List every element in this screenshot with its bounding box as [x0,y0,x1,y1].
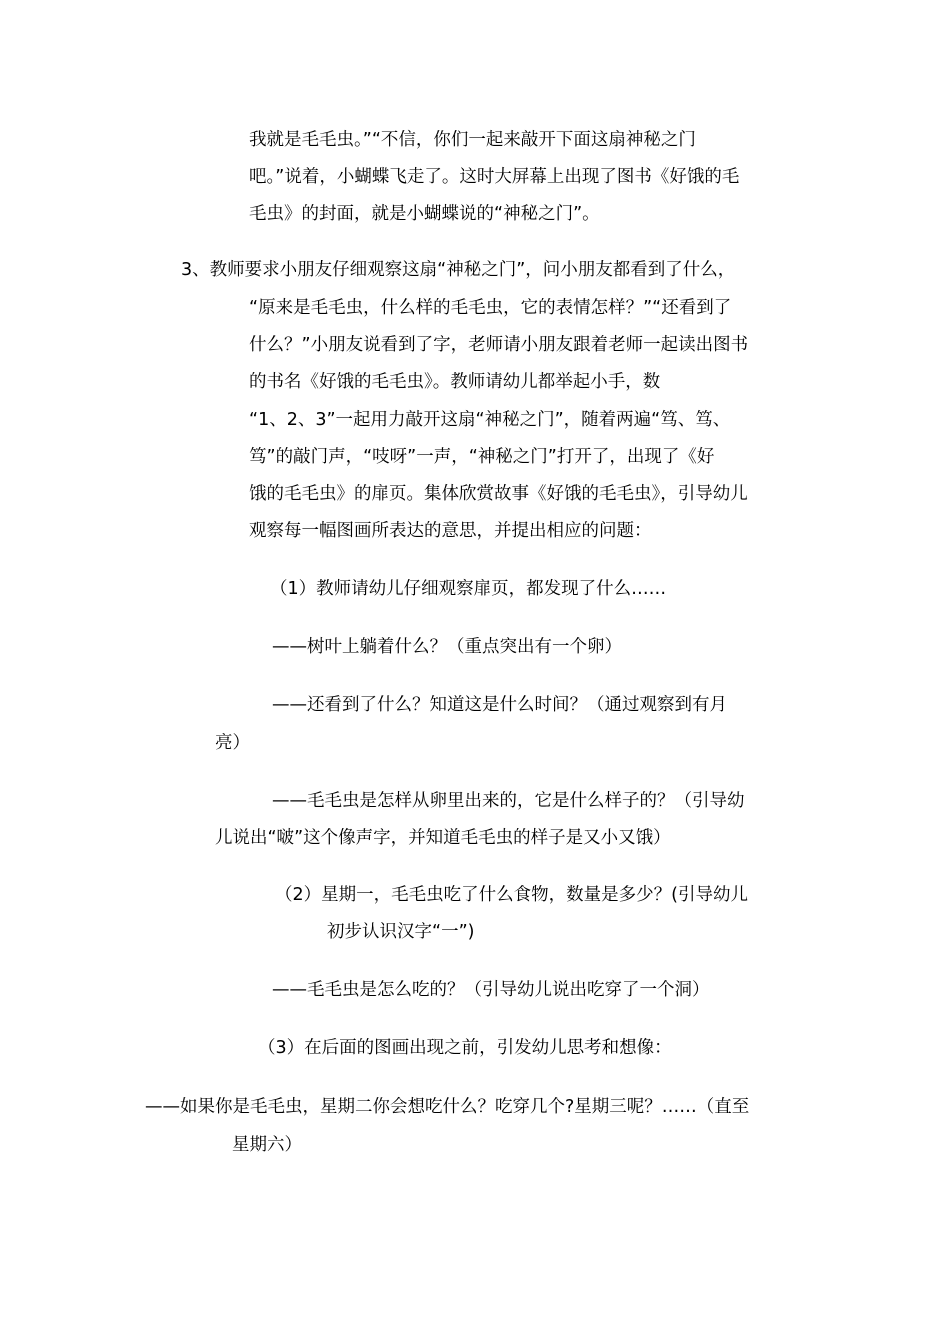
question-line: ——毛毛虫是怎么吃的？（引导幼儿说出吃穿了一个洞） [272,980,710,1000]
text-line: 笃”的敲门声，“吱呀”一声，“神秘之门”打开了，出现了《好 [249,447,715,467]
sub-item-3: （3）在后面的图画出现之前，引发幼儿思考和想像： [258,1038,672,1058]
text-line: “原来是毛毛虫，什么样的毛毛虫，它的表情怎样？”“还看到了 [249,298,732,318]
text-line: 什么？”小朋友说看到了字，老师请小朋友跟着老师一起读出图书 [249,335,749,355]
sub-item-1: （1）教师请幼儿仔细观察扉页，都发现了什么…… [270,579,667,599]
text-line: 我就是毛毛虫。”“不信，你们一起来敲开下面这扇神秘之门 [249,130,696,150]
text-line: 观察每一幅图画所表达的意思，并提出相应的问题： [249,521,652,541]
text-line: 吧。”说着，小蝴蝶飞走了。这时大屏幕上出现了图书《好饿的毛 [249,167,740,187]
question-line: ——还看到了什么？知道这是什么时间？（通过观察到有月 [272,695,727,715]
text-line: “1、2、3”一起用力敲开这扇“神秘之门”，随着两遍“笃、笃、 [249,410,731,430]
text-line: 星期六） [232,1135,302,1155]
text-line: 饿的毛毛虫》的扉页。集体欣赏故事《好饿的毛毛虫》，引导幼儿 [249,484,748,504]
question-line: ——毛毛虫是怎样从卵里出来的，它是什么样子的？（引导幼 [272,791,745,811]
text-line: 的书名《好饿的毛毛虫》。教师请幼儿都举起小手，数 [249,372,661,392]
question-line: ——树叶上躺着什么？（重点突出有一个卵） [272,637,622,657]
text-line: 儿说出“啵”这个像声字，并知道毛毛虫的样子是又小又饿） [215,828,671,848]
list-item-3: 3、教师要求小朋友仔细观察这扇“神秘之门”，问小朋友都看到了什么， [181,260,736,280]
text-line: 初步认识汉字“一”) [327,922,475,942]
text-line: 亮） [215,733,250,753]
text-line: 毛虫》的封面，就是小蝴蝶说的“神秘之门”。 [249,204,600,224]
question-line: ——如果你是毛毛虫，星期二你会想吃什么？吃穿几个?星期三呢？……（直至 [145,1097,750,1117]
sub-item-2: （2）星期一，毛毛虫吃了什么食物，数量是多少？(引导幼儿 [275,885,748,905]
